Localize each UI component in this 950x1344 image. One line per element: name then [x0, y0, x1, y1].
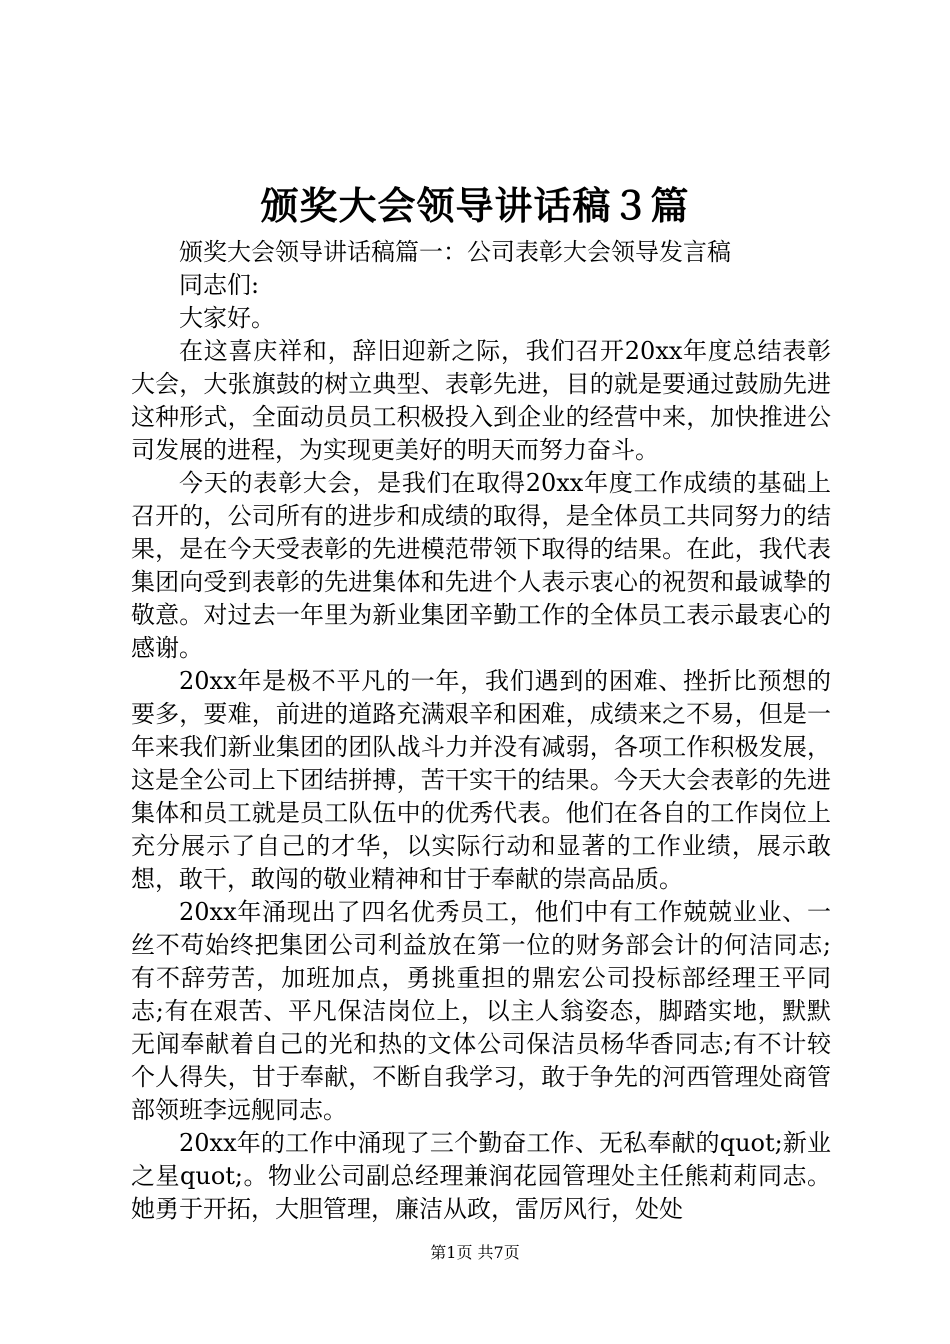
paragraph: 20xx年是极不平凡的一年，我们遇到的困难、挫折比预想的要多，要难，前进的道路充满艰辛和困难，成绩来之不易，但是一年来我们新业集团的团队战斗力并没有减弱，各项工作积极发展，这是全公司上下团结拼搏，苦干实干的结果。今天大会表彰的先进集体和员工就是员工队伍中的优秀代表。他们在各自的工作岗位上充分展示了自己的才华，以实际行动和显著的工作业绩，展示敢想，敢干，敢闯的敬业精神和甘于奉献的崇高品质。: [131, 667, 831, 893]
paragraph: 在这喜庆祥和，辞旧迎新之际，我们召开20xx年度总结表彰大会，大张旗鼓的树立典型、表彰先进，目的就是要通过鼓励先进这种形式，全面动员员工积极投入到企业的经营中来，加快推进公司发展的进程，为实现更美好的明天而努力奋斗。: [131, 337, 831, 464]
document-body: [131, 236, 831, 1226]
paragraph: 20xx年的工作中涌现了三个勤奋工作、无私奉献的quot;新业之星quot;。物业公司副总经理兼润花园管理处主任熊莉莉同志。她勇于开拓，大胆管理，廉洁从政，雷厉风行，处处: [131, 1129, 831, 1223]
page-footer: 第1页 共7页: [430, 1243, 520, 1262]
document-title: 颁奖大会领导讲话稿３篇: [260, 183, 690, 228]
paragraph: 今天的表彰大会，是我们在取得20xx年度工作成绩的基础上召开的，公司所有的进步和成绩的取得，是全体员工共同努力的结果，是在今天受表彰的先进模范带领下取得的结果。在此，我代表集团向受到表彰的先进集体和先进个人表示衷心的祝贺和最诚挚的敬意。对过去一年里为新业集团辛勤工作的全体员工表示最衷心的感谢。: [131, 469, 831, 662]
paragraph-greeting: 大家好。: [179, 304, 275, 332]
paragraph-salutation: 同志们:: [179, 271, 260, 299]
paragraph: 20xx年涌现出了四名优秀员工，他们中有工作兢兢业业、一丝不苟始终把集团公司利益放在第一位的财务部会计的何洁同志;有不辞劳苦，加班加点，勇挑重担的鼎宏公司投标部经理王平同志;有在艰苦、平凡保洁岗位上，以主人翁姿态，脚踏实地，默默无闻奉献着自己的光和热的文体公司保洁员杨华香同志;有不计较个人得失，甘于奉献，不断自我学习，敢于争先的河西管理处商管部领班李远舰同志。: [131, 898, 831, 1124]
paragraph-subtitle: 颁奖大会领导讲话稿篇一：公司表彰大会领导发言稿: [179, 238, 731, 266]
